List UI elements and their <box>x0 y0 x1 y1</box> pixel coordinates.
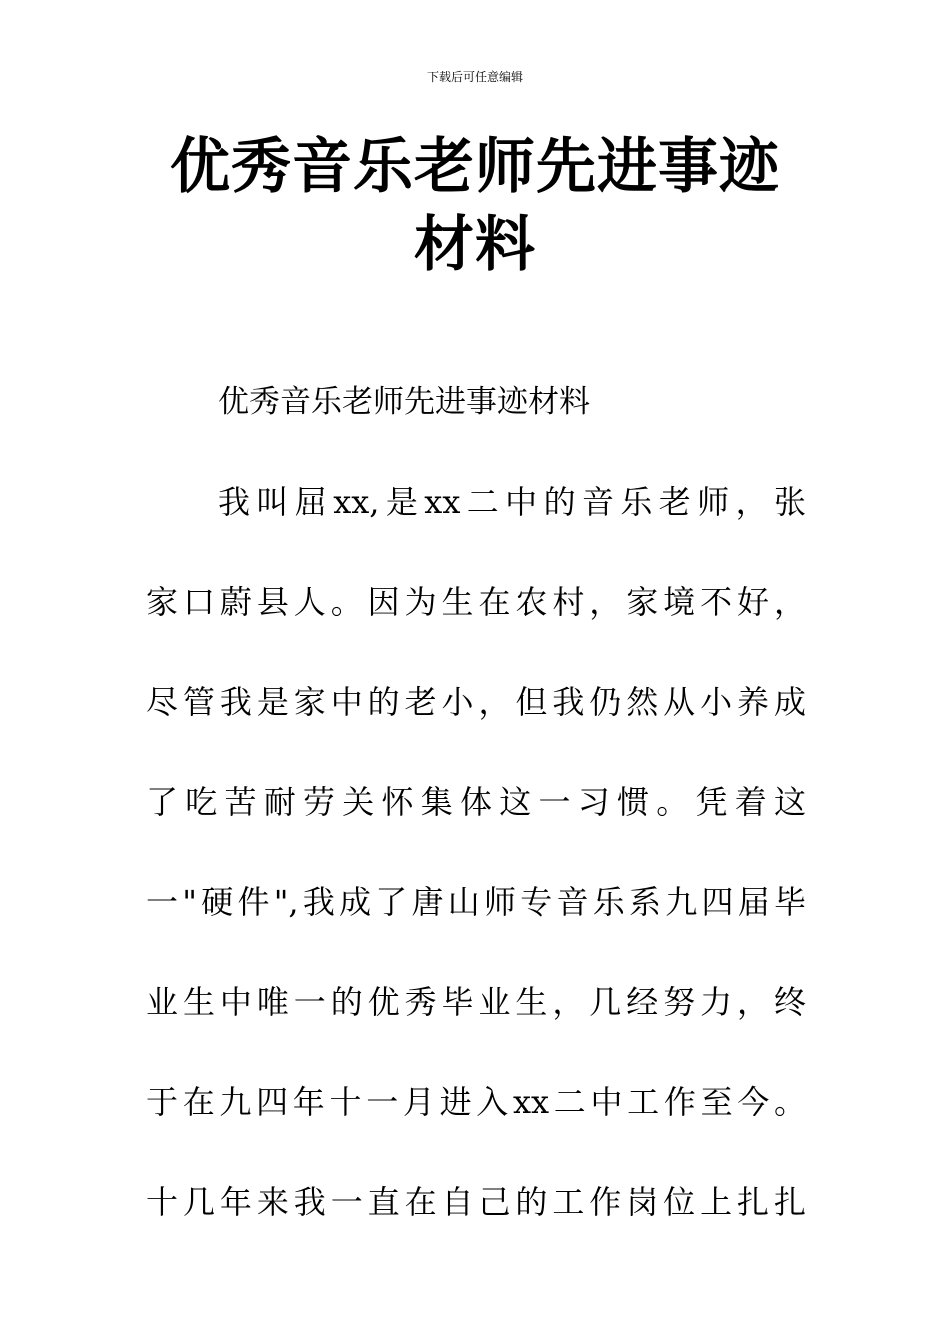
document-body <box>146 480 806 1280</box>
body-line: 家口蔚县人。因为生在农村，家境不好， <box>146 583 806 621</box>
body-line: 于在九四年十一月进入xx二中工作至今。 <box>146 1083 806 1121</box>
document-subtitle: 优秀音乐老师先进事迹材料 <box>218 384 590 420</box>
body-line: 业生中唯一的优秀毕业生，几经努力，终 <box>146 983 806 1021</box>
body-line: 我叫屈xx,是xx二中的音乐老师，张 <box>218 483 806 521</box>
body-line: 一"硬件",我成了唐山师专音乐系九四届毕 <box>146 883 806 921</box>
header-note: 下载后可任意编辑 <box>426 70 523 84</box>
page-title: 优秀音乐老师先进事迹材料 <box>170 132 780 280</box>
body-line: 了吃苦耐劳关怀集体这一习惯。凭着这 <box>146 783 806 821</box>
body-line: 尽管我是家中的老小，但我仍然从小养成 <box>146 683 806 721</box>
body-line: 十几年来我一直在自己的工作岗位上扎扎 <box>146 1183 806 1221</box>
